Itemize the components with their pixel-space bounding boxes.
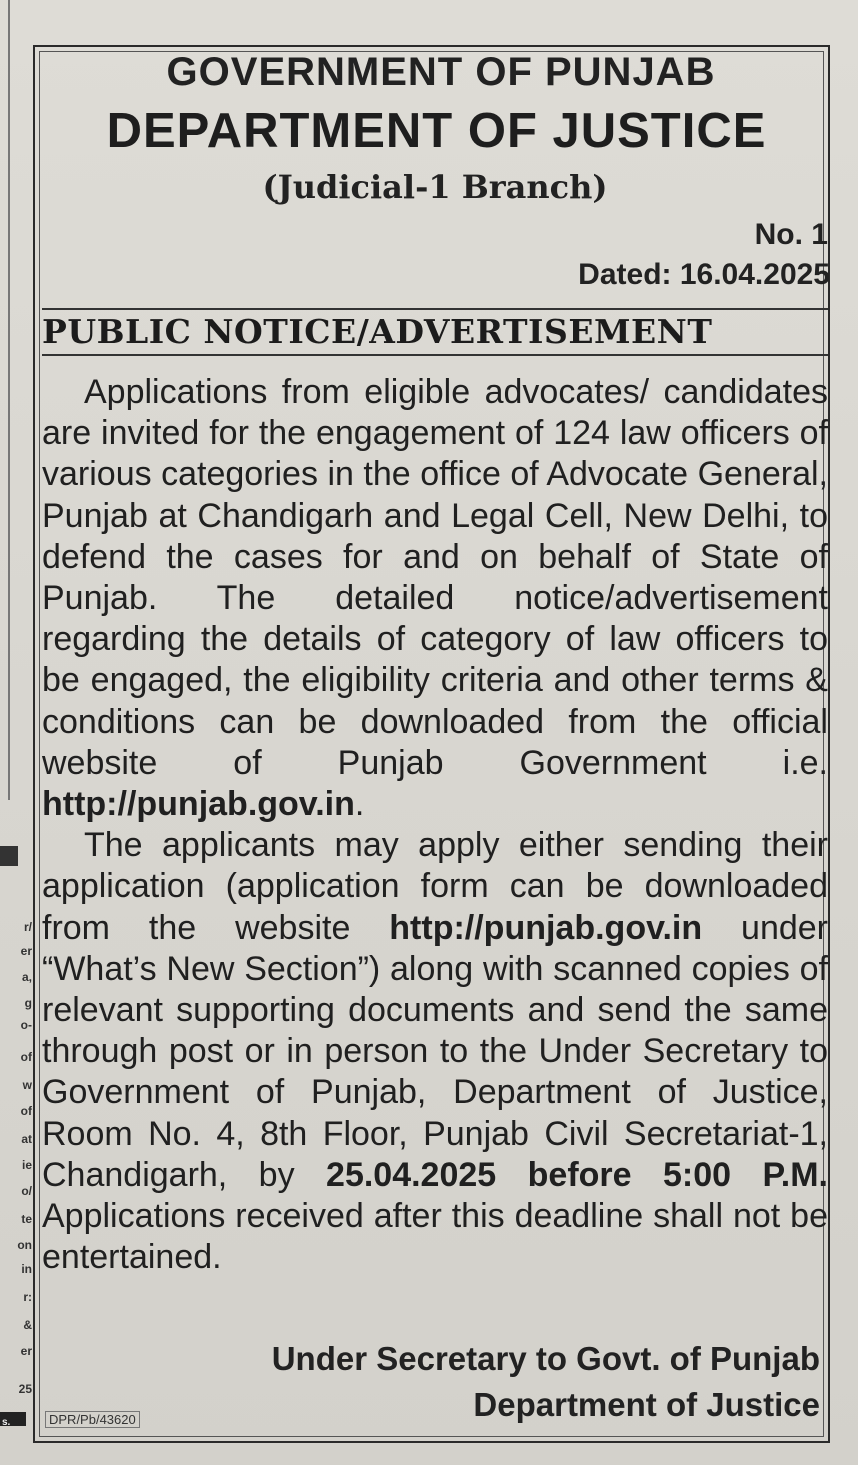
signatory-title: Under Secretary to Govt. of Punjab: [271, 1340, 820, 1377]
column-fragment: o/: [21, 1184, 32, 1198]
notice-number: No. 1: [754, 218, 828, 251]
signatory-department: Department of Justice: [473, 1386, 820, 1423]
dpr-code: DPR/Pb/43620: [45, 1411, 140, 1428]
column-fragment: er: [20, 944, 32, 958]
column-fragment: ie: [21, 1158, 32, 1172]
website-link: http://punjab.gov.in: [42, 785, 355, 824]
column-fragment: of: [20, 1050, 32, 1064]
department-heading: DEPARTMENT OF JUSTICE: [106, 104, 767, 158]
website-link: http://punjab.gov.in: [389, 908, 703, 947]
column-fragment: r:: [23, 1290, 32, 1304]
column-fragment: s.: [2, 1417, 11, 1428]
paragraph-1: [42, 372, 828, 825]
adjacent-column: [0, 0, 34, 1465]
ink-block: [0, 846, 18, 866]
deadline: 25.04.2025 before 5:00 P.M.: [326, 1155, 828, 1194]
column-fragment: r/: [23, 920, 32, 934]
column-fragment: 25: [18, 1382, 32, 1396]
column-fragment: of: [20, 1104, 32, 1118]
notice-title: PUBLIC NOTICE/ADVERTISEMENT: [42, 308, 828, 356]
government-heading: GOVERNMENT OF PUNJAB: [166, 50, 716, 94]
column-fragment: g: [24, 996, 32, 1010]
column-fragment-box: [0, 1412, 26, 1426]
paragraph-2-part2: under “What’s New Section”) along with scanned copies of relevant supporting documents and send the same through post or in person to the Under Secretary to Government of Punjab, Department of Justice, Room No. 4, 8th Floor, Punjab Civil Secretariat-1, Chandigarh, by: [42, 908, 829, 1194]
column-fragment: er: [20, 1344, 32, 1358]
column-divider: [8, 0, 10, 800]
notice-date: Dated: 16.04.2025: [578, 258, 830, 291]
column-fragment: &: [23, 1318, 32, 1332]
branch-heading: (Judicial-1 Branch): [262, 168, 608, 206]
column-fragment: on: [17, 1238, 32, 1252]
paragraph-1-text: Applications from eligible advocates/ candidates are invited for the engagement of 124 law officers of various categories in the office of Advocate General, Punjab at Chandigarh and Legal Cell, New Delhi, to defend the cases for and on behalf of State of Punjab. The detailed notice/advertisement regarding the details of category of law officers to be engaged, the eligibility criteria and other terms & conditions can be downloaded from the official website of Punjab Government i.e.: [42, 373, 828, 782]
column-fragment: o-: [20, 1018, 32, 1032]
column-fragment: te: [21, 1212, 32, 1226]
column-fragment: a,: [21, 970, 32, 984]
paragraph-2-part3: Applications received after this deadline shall not be entertained.: [42, 1197, 828, 1277]
notice-body: [42, 372, 828, 1278]
column-fragment: w: [22, 1078, 32, 1092]
paragraph-1-end: .: [354, 785, 365, 824]
paragraph-2: [42, 825, 828, 1278]
column-fragment: at: [21, 1132, 32, 1146]
paragraph-2-part1: The applicants may apply either sending their application (application form can be downloaded from the website: [42, 826, 828, 947]
column-fragment: in: [21, 1262, 32, 1276]
